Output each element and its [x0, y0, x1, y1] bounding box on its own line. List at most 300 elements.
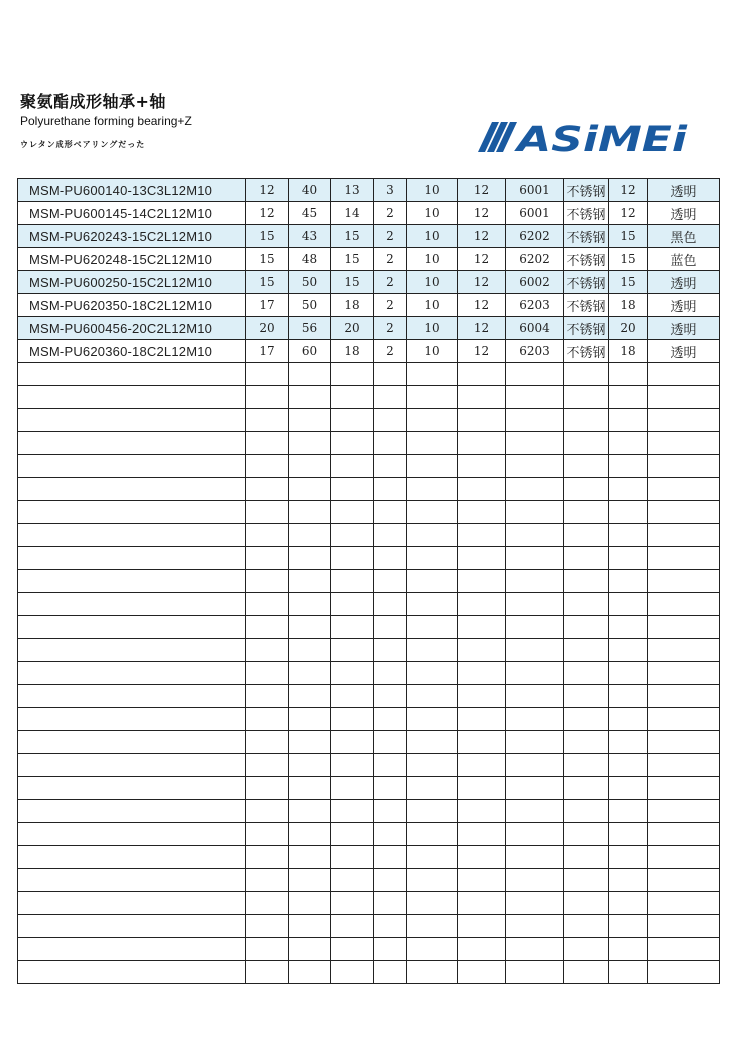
table-cell: 12 [458, 225, 506, 248]
empty-cell [609, 409, 648, 432]
empty-cell [246, 823, 289, 846]
empty-cell [564, 363, 609, 386]
table-cell: 10 [407, 271, 458, 294]
empty-cell [246, 915, 289, 938]
empty-cell [506, 501, 564, 524]
empty-cell [18, 547, 246, 570]
empty-cell [246, 593, 289, 616]
empty-cell [564, 754, 609, 777]
empty-cell [331, 547, 374, 570]
empty-cell [246, 616, 289, 639]
empty-cell [289, 409, 331, 432]
table-cell: 15 [609, 248, 648, 271]
empty-cell [648, 731, 720, 754]
empty-cell [374, 754, 407, 777]
empty-cell [609, 938, 648, 961]
empty-cell [564, 547, 609, 570]
empty-cell [246, 662, 289, 685]
empty-cell [506, 823, 564, 846]
empty-cell [289, 547, 331, 570]
empty-cell [609, 524, 648, 547]
empty-cell [331, 501, 374, 524]
empty-cell [609, 754, 648, 777]
table-cell: 18 [609, 294, 648, 317]
model-cell: MSM-PU620350-18C2L12M10 [18, 294, 246, 317]
page-title-japanese: ウレタン成形ベアリングだった [20, 140, 146, 149]
empty-cell [246, 455, 289, 478]
empty-cell [374, 478, 407, 501]
empty-cell [564, 915, 609, 938]
table-cell: 6001 [506, 202, 564, 225]
table-cell: 2 [374, 202, 407, 225]
empty-cell [609, 823, 648, 846]
empty-cell [458, 547, 506, 570]
table-cell: 17 [246, 340, 289, 363]
empty-cell [458, 892, 506, 915]
empty-cell [331, 363, 374, 386]
empty-cell [331, 570, 374, 593]
bearing-spec-table [17, 178, 720, 984]
empty-cell [458, 455, 506, 478]
empty-cell [18, 432, 246, 455]
empty-cell [506, 409, 564, 432]
empty-cell [458, 777, 506, 800]
empty-cell [246, 386, 289, 409]
empty-cell [648, 846, 720, 869]
empty-cell [374, 915, 407, 938]
empty-cell [458, 570, 506, 593]
table-cell: 56 [289, 317, 331, 340]
table-cell: 2 [374, 340, 407, 363]
empty-cell [331, 524, 374, 547]
empty-cell [407, 570, 458, 593]
table-cell: 15 [246, 248, 289, 271]
table-cell: 6202 [506, 248, 564, 271]
empty-cell [458, 869, 506, 892]
model-cell: MSM-PU620243-15C2L12M10 [18, 225, 246, 248]
model-cell: MSM-PU620248-15C2L12M10 [18, 248, 246, 271]
empty-cell [374, 547, 407, 570]
empty-cell [648, 800, 720, 823]
empty-cell [506, 547, 564, 570]
empty-table-row [18, 593, 720, 616]
empty-cell [564, 409, 609, 432]
empty-cell [289, 823, 331, 846]
empty-cell [18, 961, 246, 984]
table-cell: 不锈钢 [564, 340, 609, 363]
empty-cell [458, 846, 506, 869]
table-cell: 2 [374, 248, 407, 271]
empty-cell [564, 938, 609, 961]
empty-cell [246, 708, 289, 731]
table-cell: 15 [246, 225, 289, 248]
empty-cell [331, 478, 374, 501]
table-cell: 不锈钢 [564, 317, 609, 340]
empty-cell [564, 455, 609, 478]
empty-cell [331, 915, 374, 938]
table-cell: 12 [246, 202, 289, 225]
empty-cell [564, 386, 609, 409]
empty-cell [506, 731, 564, 754]
table-cell: 不锈钢 [564, 271, 609, 294]
empty-cell [609, 570, 648, 593]
empty-cell [564, 846, 609, 869]
table-cell: 6002 [506, 271, 564, 294]
empty-cell [648, 869, 720, 892]
empty-cell [564, 524, 609, 547]
empty-cell [506, 593, 564, 616]
empty-cell [331, 409, 374, 432]
empty-cell [374, 662, 407, 685]
empty-cell [648, 593, 720, 616]
table-cell: 透明 [648, 294, 720, 317]
empty-cell [246, 478, 289, 501]
table-cell: 3 [374, 179, 407, 202]
empty-cell [407, 915, 458, 938]
empty-cell [458, 708, 506, 731]
empty-table-row [18, 800, 720, 823]
empty-cell [18, 363, 246, 386]
table-cell: 6202 [506, 225, 564, 248]
table-cell: 12 [458, 248, 506, 271]
empty-cell [506, 478, 564, 501]
empty-table-row [18, 777, 720, 800]
model-cell: MSM-PU600250-15C2L12M10 [18, 271, 246, 294]
table-cell: 20 [246, 317, 289, 340]
model-cell: MSM-PU600140-13C3L12M10 [18, 179, 246, 202]
empty-cell [374, 961, 407, 984]
empty-cell [331, 961, 374, 984]
empty-cell [648, 501, 720, 524]
empty-cell [246, 685, 289, 708]
table-cell: 6203 [506, 340, 564, 363]
empty-cell [331, 731, 374, 754]
empty-cell [374, 823, 407, 846]
empty-cell [407, 777, 458, 800]
empty-cell [609, 639, 648, 662]
table-row [18, 179, 720, 202]
table-cell: 10 [407, 340, 458, 363]
empty-cell [506, 915, 564, 938]
empty-cell [506, 754, 564, 777]
table-cell: 不锈钢 [564, 179, 609, 202]
empty-cell [506, 869, 564, 892]
empty-cell [609, 708, 648, 731]
table-row [18, 225, 720, 248]
empty-cell [289, 432, 331, 455]
logo-text: ASiMEi [513, 120, 688, 154]
empty-cell [374, 869, 407, 892]
empty-cell [506, 662, 564, 685]
empty-cell [407, 892, 458, 915]
table-cell: 20 [609, 317, 648, 340]
table-cell: 15 [609, 271, 648, 294]
empty-cell [648, 777, 720, 800]
empty-cell [289, 524, 331, 547]
empty-cell [648, 478, 720, 501]
empty-cell [564, 570, 609, 593]
empty-cell [407, 524, 458, 547]
empty-cell [289, 869, 331, 892]
empty-cell [331, 386, 374, 409]
empty-cell [18, 455, 246, 478]
table-cell: 60 [289, 340, 331, 363]
empty-cell [506, 639, 564, 662]
table-cell: 12 [609, 202, 648, 225]
empty-cell [458, 731, 506, 754]
table-row [18, 202, 720, 225]
empty-cell [374, 363, 407, 386]
table-cell: 18 [331, 340, 374, 363]
table-cell: 12 [458, 317, 506, 340]
empty-cell [289, 478, 331, 501]
empty-cell [407, 938, 458, 961]
empty-cell [331, 432, 374, 455]
empty-cell [506, 616, 564, 639]
table-cell: 20 [331, 317, 374, 340]
table-row [18, 294, 720, 317]
empty-cell [18, 409, 246, 432]
empty-cell [289, 800, 331, 823]
empty-cell [407, 708, 458, 731]
empty-cell [506, 363, 564, 386]
empty-cell [407, 639, 458, 662]
empty-cell [609, 892, 648, 915]
empty-cell [374, 524, 407, 547]
empty-cell [564, 869, 609, 892]
empty-cell [289, 363, 331, 386]
empty-cell [407, 823, 458, 846]
table-row [18, 340, 720, 363]
table-cell: 18 [331, 294, 374, 317]
table-cell: 透明 [648, 271, 720, 294]
empty-cell [18, 708, 246, 731]
table-cell: 15 [331, 271, 374, 294]
table-row [18, 317, 720, 340]
empty-cell [648, 639, 720, 662]
empty-cell [648, 685, 720, 708]
empty-table-row [18, 386, 720, 409]
empty-cell [18, 501, 246, 524]
empty-cell [18, 593, 246, 616]
empty-cell [289, 685, 331, 708]
table-cell: 17 [246, 294, 289, 317]
empty-cell [407, 478, 458, 501]
empty-cell [246, 846, 289, 869]
empty-cell [506, 455, 564, 478]
empty-cell [331, 616, 374, 639]
table-cell: 10 [407, 202, 458, 225]
empty-cell [648, 524, 720, 547]
empty-cell [407, 731, 458, 754]
table-cell: 12 [458, 202, 506, 225]
empty-cell [18, 570, 246, 593]
table-cell: 15 [246, 271, 289, 294]
empty-cell [331, 708, 374, 731]
empty-cell [246, 754, 289, 777]
empty-cell [648, 915, 720, 938]
empty-cell [374, 685, 407, 708]
empty-cell [374, 432, 407, 455]
empty-cell [564, 478, 609, 501]
empty-cell [609, 961, 648, 984]
empty-cell [246, 524, 289, 547]
empty-cell [246, 892, 289, 915]
empty-cell [648, 823, 720, 846]
empty-cell [246, 409, 289, 432]
empty-cell [374, 892, 407, 915]
empty-cell [18, 915, 246, 938]
empty-cell [506, 938, 564, 961]
empty-cell [374, 846, 407, 869]
empty-cell [506, 570, 564, 593]
table-cell: 不锈钢 [564, 202, 609, 225]
empty-cell [648, 432, 720, 455]
empty-table-row [18, 892, 720, 915]
empty-cell [289, 501, 331, 524]
empty-cell [407, 685, 458, 708]
empty-cell [506, 524, 564, 547]
page-title-chinese: 聚氨酯成形轴承+轴 [20, 92, 166, 111]
empty-cell [648, 662, 720, 685]
empty-cell [458, 662, 506, 685]
empty-cell [506, 685, 564, 708]
empty-cell [609, 386, 648, 409]
empty-cell [407, 455, 458, 478]
empty-cell [374, 409, 407, 432]
empty-cell [289, 570, 331, 593]
empty-cell [246, 777, 289, 800]
table-cell: 43 [289, 225, 331, 248]
table-cell: 15 [331, 225, 374, 248]
table-cell: 6004 [506, 317, 564, 340]
empty-cell [246, 547, 289, 570]
empty-cell [407, 409, 458, 432]
table-cell: 18 [609, 340, 648, 363]
empty-cell [246, 731, 289, 754]
empty-cell [374, 639, 407, 662]
empty-cell [374, 616, 407, 639]
empty-cell [564, 961, 609, 984]
empty-cell [374, 570, 407, 593]
empty-cell [506, 432, 564, 455]
empty-cell [609, 478, 648, 501]
empty-table-row [18, 409, 720, 432]
empty-cell [609, 846, 648, 869]
empty-cell [458, 616, 506, 639]
table-cell: 15 [609, 225, 648, 248]
empty-cell [246, 639, 289, 662]
empty-cell [458, 915, 506, 938]
empty-cell [458, 432, 506, 455]
table-cell: 不锈钢 [564, 248, 609, 271]
empty-cell [407, 432, 458, 455]
empty-cell [407, 754, 458, 777]
table-cell: 48 [289, 248, 331, 271]
empty-cell [374, 800, 407, 823]
empty-cell [331, 938, 374, 961]
empty-cell [458, 685, 506, 708]
empty-table-row [18, 363, 720, 386]
empty-cell [648, 892, 720, 915]
empty-cell [564, 616, 609, 639]
empty-cell [458, 639, 506, 662]
empty-cell [18, 524, 246, 547]
table-cell: 蓝色 [648, 248, 720, 271]
model-cell: MSM-PU600456-20C2L12M10 [18, 317, 246, 340]
empty-cell [18, 478, 246, 501]
empty-cell [246, 501, 289, 524]
empty-cell [564, 777, 609, 800]
table-cell: 2 [374, 225, 407, 248]
empty-cell [331, 754, 374, 777]
empty-cell [648, 409, 720, 432]
empty-cell [289, 938, 331, 961]
empty-cell [289, 892, 331, 915]
empty-cell [331, 662, 374, 685]
empty-cell [246, 961, 289, 984]
empty-table-row [18, 570, 720, 593]
empty-cell [289, 708, 331, 731]
empty-table-row [18, 869, 720, 892]
table-cell: 10 [407, 179, 458, 202]
table-cell: 黑色 [648, 225, 720, 248]
table-cell: 透明 [648, 340, 720, 363]
model-cell: MSM-PU600145-14C2L12M10 [18, 202, 246, 225]
empty-cell [289, 731, 331, 754]
empty-cell [374, 777, 407, 800]
empty-cell [648, 363, 720, 386]
empty-cell [331, 869, 374, 892]
empty-cell [18, 754, 246, 777]
empty-cell [374, 593, 407, 616]
empty-cell [458, 501, 506, 524]
table-cell: 透明 [648, 179, 720, 202]
empty-cell [246, 570, 289, 593]
empty-cell [609, 363, 648, 386]
empty-cell [407, 616, 458, 639]
empty-cell [564, 639, 609, 662]
empty-cell [648, 938, 720, 961]
empty-cell [609, 501, 648, 524]
empty-cell [331, 685, 374, 708]
empty-cell [374, 386, 407, 409]
empty-cell [331, 823, 374, 846]
table-cell: 10 [407, 294, 458, 317]
empty-cell [648, 386, 720, 409]
empty-cell [506, 386, 564, 409]
empty-cell [609, 593, 648, 616]
empty-cell [407, 869, 458, 892]
table-cell: 12 [458, 340, 506, 363]
empty-cell [331, 593, 374, 616]
empty-cell [564, 501, 609, 524]
empty-cell [374, 455, 407, 478]
empty-cell [18, 639, 246, 662]
empty-table-row [18, 478, 720, 501]
empty-cell [648, 708, 720, 731]
empty-cell [506, 892, 564, 915]
empty-cell [648, 754, 720, 777]
table-cell: 6001 [506, 179, 564, 202]
empty-cell [407, 547, 458, 570]
empty-cell [289, 846, 331, 869]
table-cell: 10 [407, 317, 458, 340]
empty-table-row [18, 708, 720, 731]
empty-cell [458, 524, 506, 547]
empty-cell [648, 616, 720, 639]
empty-cell [458, 938, 506, 961]
